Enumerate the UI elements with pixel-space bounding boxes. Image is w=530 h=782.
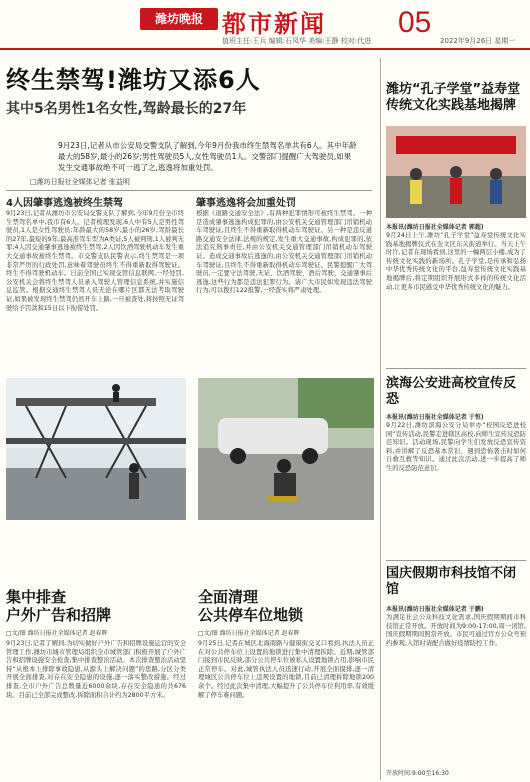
museum-hours: 开放时间:9:00至16:30 <box>386 770 449 777</box>
billboard-headline-line2: 户外广告和招牌 <box>6 606 112 624</box>
section-title: 都市新闻 <box>222 10 326 38</box>
parking-headline-line1: 全面清理 <box>198 588 259 606</box>
confucius-headline: 潍坊“孔子学堂”益寿堂传统文化实践基地揭牌 <box>386 82 521 113</box>
issue-date: 2022年9月26日 星期一 <box>440 37 516 45</box>
parking-headline <box>198 588 303 624</box>
billboard-byline: □文/图 潍坊日报社全媒体记者 赵春晖 <box>6 630 108 637</box>
col2-head: 肇事逃逸将会加重处罚 <box>196 198 296 209</box>
confucius-ceremony-photo <box>386 126 526 218</box>
antiterror-body: 9月22日,潍坊滨海公安分局举办“校园反恐进校园”宣传活动,民警走进辖区高校,向师生宣传反恐防范知识。活动现场,民警向学生们发放反恐宣传资料,并讲解了反恐基本常识、遇到恐怖袭击时如何自救互救等知识。通过此次活动,进一步提高了师生的反恐防范意识。 <box>386 422 526 472</box>
lead-byline: □潍坊日报社全媒体记者 张益明 <box>30 178 130 186</box>
right-divider-1 <box>386 368 526 369</box>
col1-head: 4人因肇事逃逸被终生禁驾 <box>6 198 123 209</box>
parking-headline-line2: 公共停车位地锁 <box>198 606 304 624</box>
lead-summary: 9月23日,记者从市公安局交警支队了解到,今年9月份我市终生禁驾名单共有6人。其中年龄最大的58岁,最小的26岁;男性驾驶员5人,女性驾驶员1人。交警部门提醒广大驾驶员,如果发生交通事故绝不可一逃了之,逃逸将加重处罚。 <box>58 141 357 172</box>
editorial-staff: 值班主任:王兵 编辑:石凤华 美编:王静 校对:代进 <box>222 37 372 45</box>
billboard-body: 9月23日,记者了解到,为切实做好户外广告和招牌设施运营的安全管理工作,潍坊市城市管理局组织全市城管部门积极开展了户外广告和招牌设施安全检查,集中排查整治活动。本次排查整治活动坚持“从根本上排除事故隐患,从源头上解决问题”的思路,分区分类开展全面排查,对存在安全隐患的设施,逐一落实整改措施。经过排查,全市户外广告总数量近6000余块,存在安全隐患的共676块。目前已全部完成整改,拆除面积合计约为2800平方米。 <box>6 640 186 699</box>
col2-body: 根据《道路交通安全法》,有两种犯罪情形可被终生禁驾。一种是造成肇事逃逸构成犯罪的,由公安机关交通管理部门吊销机动车驾驶证,且终生不得重新取得机动车驾驶证。另一种是违反道路交通安全法律,法规的规定,发生重大交通事故,构成犯罪的,依法追究刑事责任,并由公安机关交通管理部门吊销机动车驾驶证。造成交通事故后逃逸的,由公安机关交通管理部门吊销机动车驾驶证,且终生不得重新取得机动车驾驶证。民警提醒广大驾驶员,一定要守法驾驶,无证、饮酒驾驶、酒后驾驶、交通肇事后逃逸,这些行为都是违法犯罪行为。请广大市民如发现违法驾驶行为,可以拨打122报警,一经查实将严肃处理。 <box>196 210 372 295</box>
masthead <box>0 0 530 56</box>
antiterror-headline: 滨海公安进高校宣传反恐 <box>386 376 517 407</box>
museum-headline: 国庆假期市科技馆不闭馆 <box>386 566 517 597</box>
column-divider <box>380 58 381 780</box>
billboard-headline <box>6 588 111 624</box>
museum-byline: 本报讯(潍坊日报社全媒体记者 于鹏) <box>386 606 484 613</box>
parking-lock-removal-photo <box>198 378 374 520</box>
parking-body: 9月25日,记者在城区北海南路与健康街交叉口看到,执法人员正在对公共停车位上设置的地锁进行集中清理拆除。近期,城管部门接到市民反映,部分公共停车位被私人设置地锁占用,影响市民正常停车。对此,城管执法人员迅速行动,开展全面摸排,逐一清理城区公共停车位上违规设置的地锁,目前已清理拆除地锁200余个。经过此次集中清理,大幅提升了公共停车位利用率,有效缓解了停车难问题。 <box>198 640 374 699</box>
newspaper-logo: 潍坊晚报 <box>140 8 218 30</box>
confucius-byline: 本报讯(潍坊日报社全媒体记者 郭超) <box>386 224 484 231</box>
lead-subhead: 其中5名男性1名女性,驾龄最长的27年 <box>6 101 247 117</box>
antiterror-byline: 本报讯(潍坊日报社全媒体记者 于恒) <box>386 414 484 421</box>
museum-body: 为满足社会公众科技文化需求,国庆假期期间市科技馆正常开放。开放时间为9:00-17:00,周一闭馆,国庆假期期间照常开放。市民可通过官方公众号预约参观,入馆时请配合做好疫情防控工作。 <box>386 614 526 647</box>
parking-byline: □文/图 潍坊日报社全媒体记者 赵春晖 <box>198 630 300 637</box>
confucius-body: 9月24日上午,潍坊“孔子学堂”益寿堂传统文化实践基地揭牌仪式在奎文区东关街道举行。当天上午时许,记者在现场看到,这里的一幢两层小楼,成为了传统文化实践的新场所。孔子学堂,是传承和弘扬中华优秀传统文化的平台,益寿堂传统文化实践基地揭牌后,将定期组织开展形式多样的传统文化活动,让更多市民感受中华优秀传统文化的魅力。 <box>386 232 526 291</box>
col1-body: 9月23日,记者从潍坊市公安局交警支队了解到,今年9月份全市终生禁驾名单中,我市有6人。记者梳理发现,6人中有5人是男性驾驶员,1人是女性驾驶员;年龄最大的58岁,最小的26岁;驾龄最长的27年,最短的9年;最高准驾车型为A类证,5人被判刑,1人被判无罪;4人因交通肇事逃逸被终生禁驾,2人因饮酒驾驶机动车发生重大交通事故被终生禁驾。市交警支队民警表示,终生禁驾是一项非常严厉的行政处罚,意味着驾驶员终生不得重新取得驾驶证。终生不得驾驶机动车。日前全国已实现交管信息联网,一经处罚,公安机关会将终生禁驾人员录入驾驶人管理信息系统,并实施信息监管。根据交通终生禁驾人员无论在哪片区都无法考取驾驶证,如果被发现终生禁驾仍然开车上路,一旦被查处,将按照无证驾驶给予罚款和15日以下拘留处罚。 <box>6 210 184 312</box>
billboard-headline-line1: 集中排查 <box>6 588 67 606</box>
lead-divider <box>6 190 372 191</box>
lead-headline: 终生禁驾!潍坊又添6人 <box>6 66 261 94</box>
masthead-divider <box>0 48 530 50</box>
right-divider-2 <box>386 560 526 561</box>
billboard-inspection-photo <box>6 378 186 520</box>
page-number: 05 <box>398 6 432 39</box>
